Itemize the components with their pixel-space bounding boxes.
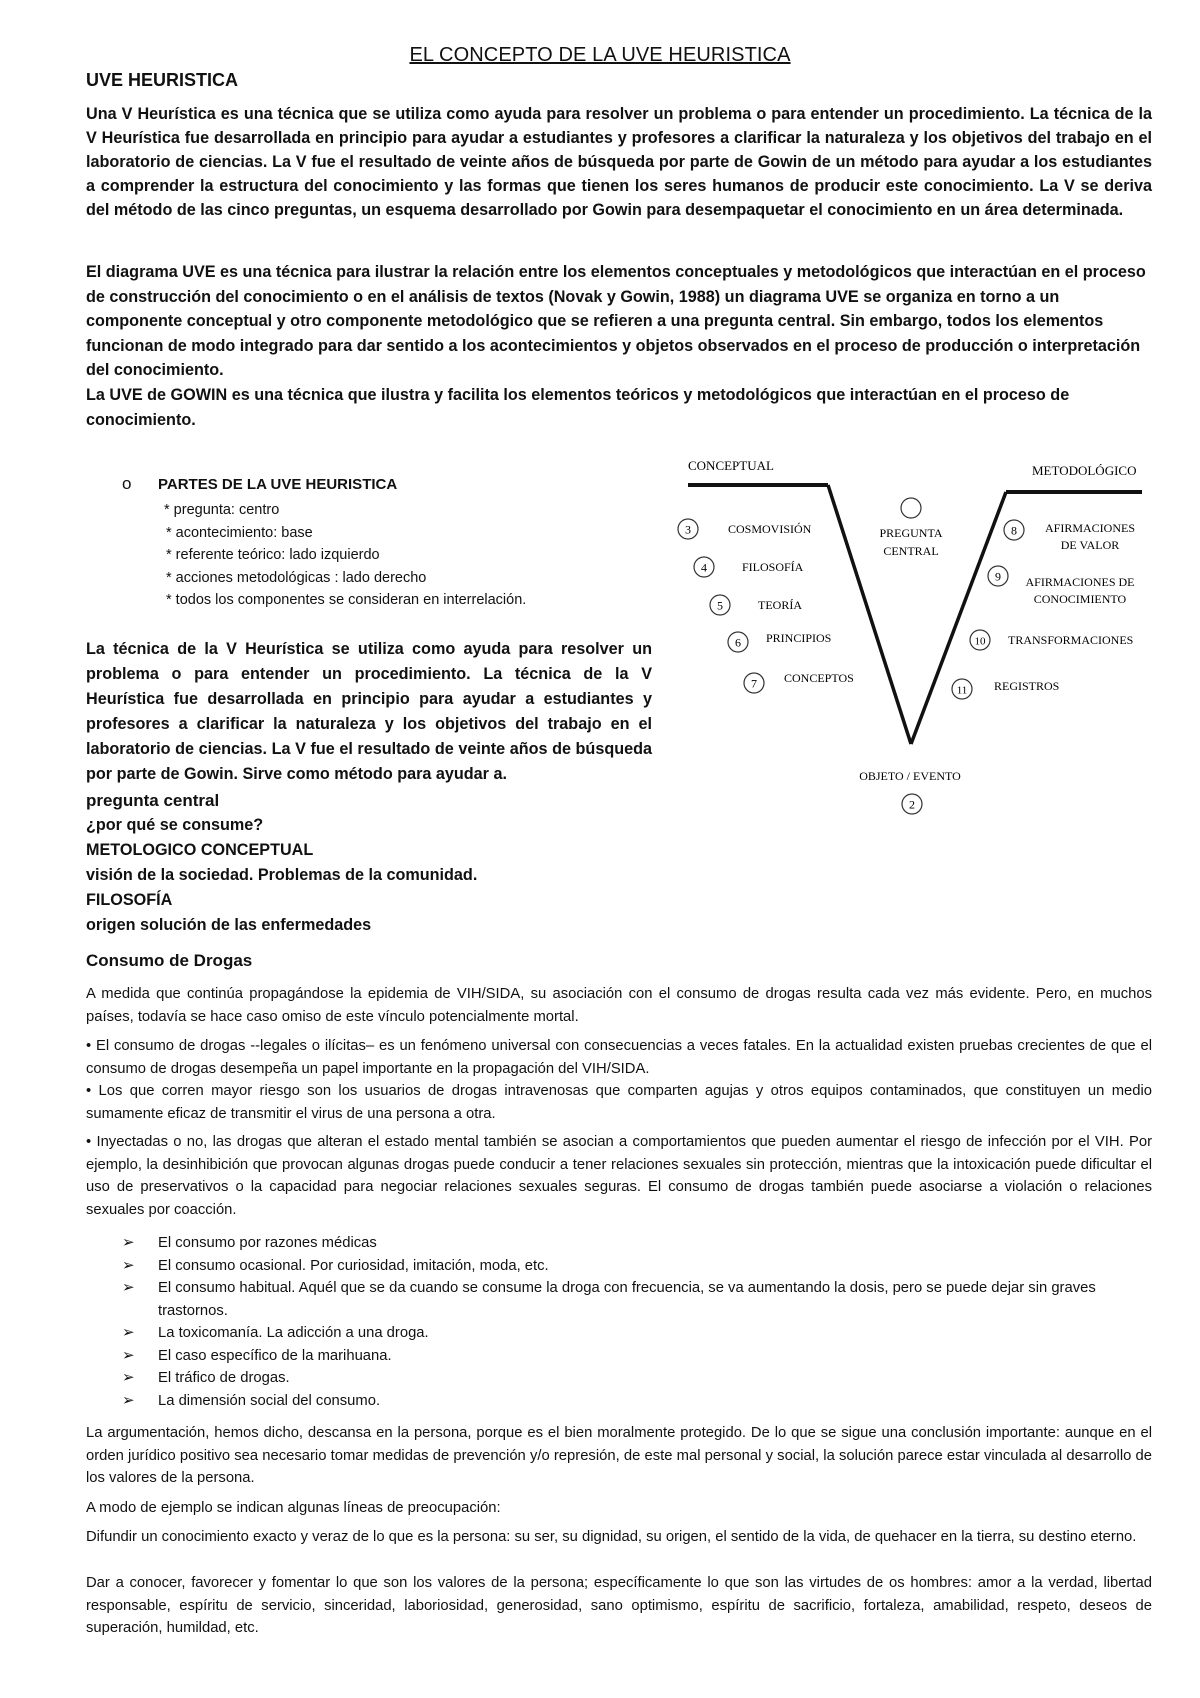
item-label: TRANSFORMACIONES: [1008, 633, 1134, 647]
metodologico-label: METODOLÓGICO: [1032, 463, 1137, 478]
arrow-list: [122, 1232, 1152, 1412]
list-item: ➢ El caso específico de la marihuana.: [122, 1345, 1152, 1368]
closing-paragraph: A modo de ejemplo se indican algunas líneas de preocupación:: [86, 1500, 501, 1516]
parts-list: [164, 499, 526, 612]
arrow-icon: ➢: [122, 1347, 135, 1364]
conceptual-label: CONCEPTUAL: [688, 458, 774, 473]
left-item-7: [744, 671, 854, 693]
item-number: 11: [956, 684, 968, 697]
left-item-4: [694, 557, 804, 577]
body-paragraph: • El consumo de drogas --legales o ilícitas– es un fenómeno universal con consecuencias a veces fatales. En la actualidad existen pruebas crecientes de que el consumo de drogas desempeña un papel importante en la propagación del VIH/SIDA.: [86, 1038, 1152, 1077]
arrow-icon: ➢: [122, 1325, 135, 1341]
closing-paragraph: Dar a conocer, favorecer y fomentar lo que son los valores de la persona; específicamente lo que son las virtudes de os hombres: amor a la verdad, libertad responsable, espíritu de servicio, sinceridad, laboriosidad, generosidad, sano optimismo, espíritu de sacrificio, fortaleza, amabilidad, respeto, deseos de superación, humildad, etc.: [86, 1575, 1152, 1636]
objeto-number: 2: [909, 797, 915, 812]
section-heading-drogas: Consumo de Drogas: [86, 951, 253, 970]
item-label: PRINCIPIOS: [766, 631, 832, 645]
item-number: 3: [685, 522, 691, 537]
item-label: REGISTROS: [994, 679, 1060, 693]
item-number: 9: [995, 569, 1001, 584]
list-item: ➢ El consumo ocasional. Por curiosidad, imitación, moda, etc.: [122, 1255, 1152, 1278]
item-number: 4: [701, 560, 707, 575]
arrow-icon: ➢: [122, 1392, 135, 1409]
left-item-5: [710, 595, 802, 615]
short-line: METOLOGICO CONCEPTUAL: [86, 841, 314, 859]
item-number: 6: [735, 635, 741, 650]
left-item-3: [678, 519, 812, 539]
parts-bullet: o: [122, 474, 132, 493]
item-label: CONOCIMIENTO: [1033, 592, 1127, 606]
list-item: * acontecimiento: base: [166, 524, 313, 541]
short-line: ¿por qué se consume?: [86, 816, 264, 834]
intro-paragraph: Una V Heurística es una técnica que se utiliza como ayuda para resolver un problema o para entender un procedimiento. La técnica de la V Heurística fue desarrollada en principio para ayudar a estudiantes y profesores a clarificar la naturaleza y los objetivos del trabajo en el laboratorio de ciencias. La V fue el resultado de veinte años de búsqueda por parte de Gowin de un método para ayudar a los estudiantes a comprender la estructura del conocimiento y las formas que tienen los seres humanos de producir este conocimiento. La V se deriva del método de las cinco preguntas, un esquema desarrollado por Gowin para desempaquetar el conocimiento en un área determinada.: [86, 105, 1152, 219]
item-label: CONCEPTOS: [784, 671, 854, 685]
uve-diagram: [676, 448, 1156, 828]
pregunta-label-1: PREGUNTA: [879, 526, 943, 540]
section-heading-uve: UVE HEURISTICA: [86, 70, 239, 90]
list-item: * todos los componentes se consideran en interrelación.: [166, 592, 527, 608]
item-number: 10: [974, 635, 986, 648]
list-item: * pregunta: centro: [164, 502, 280, 518]
arrow-icon: ➢: [122, 1370, 135, 1386]
gowin-paragraph: La UVE de GOWIN es una técnica que ilustra y facilita los elementos teóricos y metodológicos que interactúan en el proceso de conocimiento.: [86, 386, 1070, 429]
item-number: 7: [751, 676, 757, 691]
pregunta-label-2: CENTRAL: [883, 544, 939, 558]
item-label: COSMOVISIÓN: [728, 522, 812, 536]
short-lines: [86, 788, 477, 938]
pregunta-circle: [901, 498, 921, 518]
short-line: FILOSOFÍA: [86, 891, 173, 909]
technique-paragraph: La técnica de la V Heurística se utiliza como ayuda para resolver un problema o para entender un procedimiento. La técnica de la V Heurística fue desarrollada en principio para ayudar a estudiantes y profesores a clarificar la naturaleza y los objetivos del trabajo en el laboratorio de ciencias. La V fue el resultado de veinte años de búsqueda por parte de Gowin. Sirve como método para ayudar a.: [86, 640, 652, 783]
right-item-9: [988, 566, 1135, 606]
list-item: ➢ La toxicomanía. La adicción a una droga.: [122, 1322, 1152, 1345]
right-item-8: [1004, 520, 1135, 552]
list-item: ➢ El consumo por razones médicas: [122, 1232, 1152, 1255]
objeto-label: OBJETO / EVENTO: [859, 769, 961, 783]
item-label: FILOSOFÍA: [742, 560, 804, 574]
right-item-11: [952, 679, 1059, 699]
short-line: pregunta central: [86, 791, 220, 810]
diagram-paragraph: El diagrama UVE es una técnica para ilustrar la relación entre los elementos conceptuales y metodológicos que interactúan en el proceso de construcción del conocimiento o en el análisis de textos (Novak y Gowin, 1988) un diagrama UVE se organiza en torno a un componente conceptual y otro componente metodológico que se refieren a una pregunta central. Sin embargo, todos los elementos funcionan de modo integrado para dar sentido a los acontecimientos y objetos observados en el proceso de producción o interpretación del conocimiento.: [86, 263, 1146, 379]
short-line: origen solución de las enfermedades: [86, 916, 372, 934]
item-number: 8: [1011, 523, 1017, 538]
list-item: * acciones metodológicas : lado derecho: [166, 569, 427, 586]
document-title: EL CONCEPTO DE LA UVE HEURISTICA: [409, 44, 791, 66]
list-item: ➢ El tráfico de drogas.: [122, 1367, 1152, 1390]
closing-paragraph: Difundir un conocimiento exacto y veraz de lo que es la persona: su ser, su dignidad, su origen, el sentido de la vida, de quehacer en la tierra, su destino eterno.: [86, 1529, 1137, 1545]
body-paragraph: • Los que corren mayor riesgo son los usuarios de drogas intravenosas que comparten agujas y otros equipos contaminados, que constituyen un medio sumamente eficaz de transmitir el virus de una persona a otra.: [86, 1083, 1152, 1122]
body-paragraph: A medida que continúa propagándose la epidemia de VIH/SIDA, su asociación con el consumo de drogas resulta cada vez más evidente. Pero, en muchos países, todavía se hace caso omiso de este vínculo potencialmente mortal.: [86, 986, 1152, 1025]
item-number: 5: [717, 598, 723, 613]
item-label: TEORÍA: [758, 598, 802, 612]
list-item: ➢ El consumo habitual. Aquél que se da cuando se consume la droga con frecuencia, se va aumentando la dosis, pero se puede dejar sin graves trastornos.: [122, 1277, 1152, 1322]
closing-paragraph: La argumentación, hemos dicho, descansa en la persona, porque es el bien moralmente protegido. De lo que se sigue una conclusión importante: aunque en el orden jurídico positivo sea necesario tomar medidas de prevención y/o represión, de este mal personal y social, la solución parece estar vinculada al desarrollo de los valores de la persona.: [86, 1425, 1152, 1486]
parts-title: PARTES DE LA UVE HEURISTICA: [158, 476, 398, 493]
body-paragraph: • Inyectadas o no, las drogas que alteran el estado mental también se asocian a comportamientos que pueden aumentar el riesgo de infección por el VIH. Por ejemplo, la desinhibición que provocan algunas drogas puede conducir a tener relaciones sexuales sin protección, mientras que la intoxicación puede dificultar el uso de preservativos o la capacidad para negociar relaciones sexuales seguras. El consumo de drogas también puede asociarse a violación o relaciones sexuales por coacción.: [86, 1134, 1152, 1218]
arrow-icon: ➢: [122, 1257, 135, 1274]
list-item: * referente teórico: lado izquierdo: [166, 547, 380, 563]
item-label: AFIRMACIONES DE: [1025, 575, 1135, 589]
item-label: AFIRMACIONES: [1044, 521, 1136, 535]
list-item: ➢ La dimensión social del consumo.: [122, 1390, 1152, 1413]
left-item-6: [728, 631, 831, 652]
arrow-icon: ➢: [122, 1235, 135, 1251]
right-item-10: [970, 630, 1133, 650]
short-line: visión de la sociedad. Problemas de la comunidad.: [86, 866, 478, 884]
uve-left-arm: [828, 485, 911, 744]
arrow-icon: ➢: [122, 1280, 135, 1296]
item-label: DE VALOR: [1060, 538, 1120, 552]
